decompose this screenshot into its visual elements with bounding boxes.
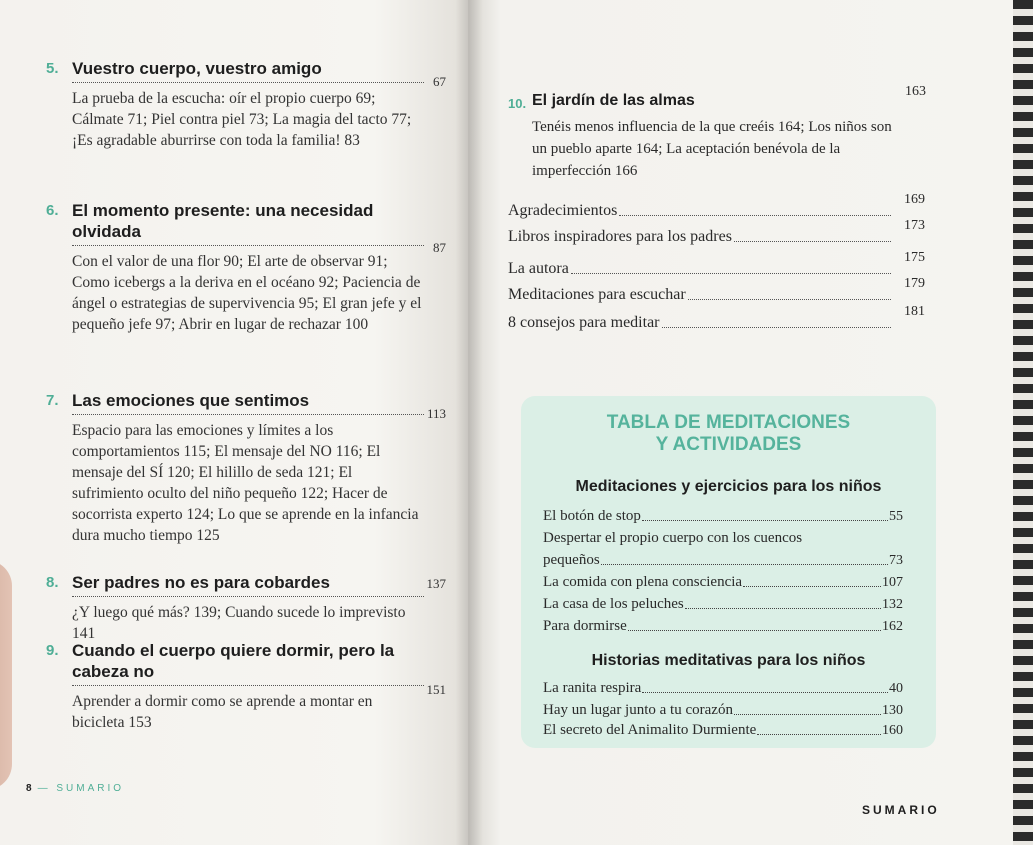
chapter-subsections: Aprender a dormir como se aprende a montar en bicicleta 153 [72, 693, 373, 731]
dot-leader [734, 241, 891, 242]
toc-row [508, 304, 925, 332]
list-item [543, 596, 903, 613]
page-number: 8 [26, 783, 32, 794]
box-title-line: TABLA DE MEDITACIONES [606, 412, 851, 433]
item-page: 73 [889, 553, 903, 568]
toc-label: La autora [508, 260, 569, 277]
dot-leader [688, 299, 891, 300]
dot-leader [571, 273, 891, 274]
list-item [543, 618, 903, 635]
chapter-title: El jardín de las almas [532, 92, 695, 109]
chapter-page: 67 [433, 74, 446, 89]
dot-leader [662, 327, 892, 328]
list-item [543, 574, 903, 591]
chapter-10 [508, 84, 926, 182]
page-edge [1013, 0, 1033, 845]
thumb [0, 560, 12, 790]
toc-page: 175 [904, 250, 925, 265]
item-label: pequeños [543, 552, 600, 568]
toc-row [508, 192, 925, 220]
chapter-title: Las emociones que sentimos [72, 391, 310, 410]
dot-leader [642, 692, 888, 693]
item-label: El botón de stop [543, 508, 641, 524]
chapter-page: 87 [433, 240, 446, 255]
right-footer [862, 803, 940, 817]
chapter-subsections: ¿Y luego qué más? 139; Cuando sucede lo imprevisto 141 [72, 604, 406, 642]
toc-label: Agradecimientos [508, 202, 618, 219]
dot-leader [72, 595, 424, 597]
chapter-subsections: Tenéis menos influencia de la que creéis 164; Los niños son un pueblo aparte 164; La aceptación benévola de la imperfección 166 [532, 119, 892, 179]
chapter-page: 163 [905, 84, 926, 99]
chapter-7 [46, 390, 446, 546]
item-label: La casa de los peluches [543, 596, 684, 612]
book-spine [455, 0, 483, 845]
chapter-5 [46, 58, 446, 151]
list-item [543, 702, 903, 719]
item-page: 130 [882, 703, 903, 718]
chapter-title: Vuestro cuerpo, vuestro amigo [72, 59, 322, 78]
item-label: Para dormirse [543, 618, 627, 634]
list-item [543, 530, 903, 547]
dot-leader [628, 630, 881, 631]
toc-label: Libros inspiradores para los padres [508, 228, 732, 245]
item-page: 107 [882, 575, 903, 590]
dot-leader [757, 734, 881, 735]
item-label: Hay un lugar junto a tu corazón [543, 702, 733, 718]
box-title-line: Y ACTIVIDADES [655, 434, 802, 455]
item-label: El secreto del Animalito Durmiente [543, 722, 757, 738]
item-page: 160 [882, 723, 903, 738]
toc-row [508, 276, 925, 304]
toc-row [508, 250, 925, 278]
item-page: 40 [889, 681, 903, 696]
chapter-page: 137 [426, 576, 446, 591]
toc-label: Meditaciones para escuchar [508, 286, 686, 303]
chapter-8 [46, 572, 446, 644]
chapter-subsections: La prueba de la escucha: oír el propio cuerpo 69; Cálmate 71; Piel contra piel 73; La magia del tacto 77; ¡Es agradable aburrirse con toda la familia! 83 [72, 90, 412, 149]
left-footer [26, 783, 124, 794]
running-head: SUMARIO [862, 803, 940, 817]
running-head: — SUMARIO [37, 783, 125, 794]
section-heading: Historias meditativas para los niños [591, 652, 866, 669]
item-label: Despertar el propio cuerpo con los cuencos [543, 530, 803, 546]
chapter-number: 5. [46, 60, 59, 77]
dot-leader [72, 413, 424, 415]
dot-leader [642, 520, 888, 521]
chapter-title: El momento presente: una necesidad olvidada [72, 201, 374, 241]
toc-page: 173 [904, 218, 925, 233]
dot-leader [685, 608, 881, 609]
dot-leader [619, 215, 891, 216]
chapter-number: 6. [46, 202, 59, 219]
chapter-title: Cuando el cuerpo quiere dormir, pero la cabeza no [72, 641, 395, 681]
item-page: 132 [882, 597, 903, 612]
chapter-9 [46, 640, 446, 733]
item-label: La comida con plena consciencia [543, 574, 743, 590]
toc-label: 8 consejos para meditar [508, 314, 660, 331]
section-heading: Meditaciones y ejercicios para los niños [575, 478, 882, 495]
chapter-page: 151 [426, 682, 446, 697]
chapter-number: 9. [46, 642, 59, 659]
item-page: 55 [889, 509, 903, 524]
item-page: 162 [882, 619, 903, 634]
dot-leader [72, 244, 424, 246]
dot-leader [743, 586, 881, 587]
chapter-number: 8. [46, 574, 59, 591]
chapter-number: 7. [46, 392, 59, 409]
item-label: La ranita respira [543, 680, 642, 696]
list-item [543, 508, 903, 525]
chapter-6 [46, 200, 446, 335]
toc-page: 181 [904, 304, 925, 319]
chapter-subsections: Con el valor de una flor 90; El arte de observar 91; Como icebergs a la deriva en el océano 92; Paciencia de ángel o estrategias de supervivencia 95; El gran jefe y el pequeño jefe 97; Abrir en lugar de rechazar 100 [72, 253, 422, 333]
meditations-box [521, 396, 936, 748]
toc-page: 169 [904, 192, 925, 207]
chapter-number: 10. [508, 96, 527, 111]
box-title [521, 412, 936, 456]
list-item [543, 680, 903, 697]
dot-leader [601, 564, 888, 565]
list-item [543, 722, 903, 739]
dot-leader [72, 684, 424, 686]
list-item [543, 552, 903, 569]
chapter-page: 113 [426, 406, 446, 421]
dot-leader [734, 714, 881, 715]
toc-page: 179 [904, 276, 925, 291]
chapter-title: Ser padres no es para cobardes [72, 573, 330, 592]
dot-leader [72, 81, 424, 83]
chapter-subsections: Espacio para las emociones y límites a los comportamientos 115; El mensaje del NO 116; El mensaje del SÍ 120; El hilillo de seda 121; El sufrimiento oculto del niño pequeño 122; Hacer de socorrista experto 124; Lo que se aprende en la infancia dura mucho tiempo 125 [72, 422, 419, 544]
toc-row [508, 218, 925, 246]
